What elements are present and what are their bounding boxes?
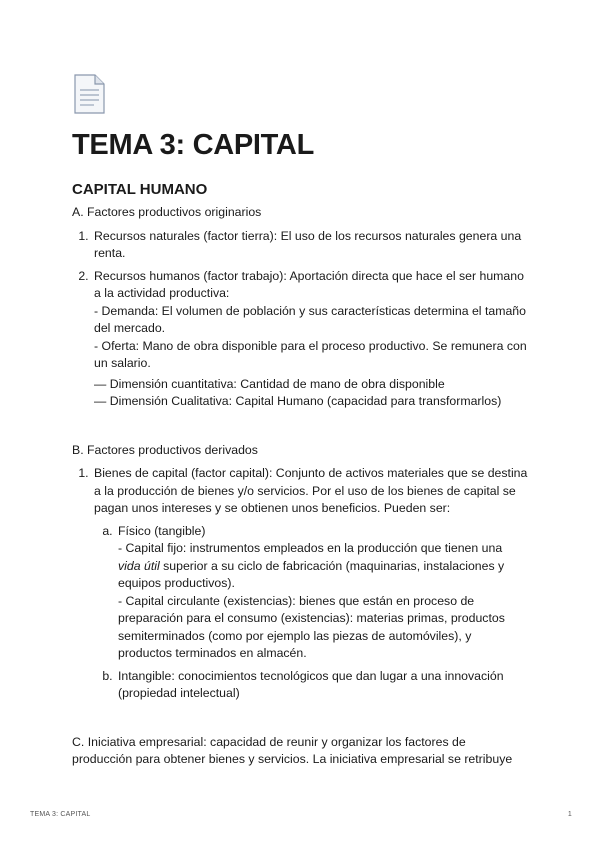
- vida-util-emphasis: vida útil: [118, 558, 160, 573]
- page-number: 1: [567, 811, 572, 818]
- list-item: [116, 523, 528, 663]
- page-footer: [30, 811, 572, 818]
- list-item: [116, 668, 528, 703]
- footer-title: TEMA 3: CAPITAL: [30, 811, 91, 818]
- fisico-label: Físico (tangible): [118, 523, 206, 538]
- list-item-text: Recursos humanos (factor trabajo): Aportación directa que hace el ser humano a la actividad productiva:: [94, 268, 524, 300]
- section-a-list: [72, 228, 528, 411]
- capital-fijo-post: superior a su ciclo de fabricación (maquinarias, instalaciones y equipos productivos).: [118, 558, 505, 590]
- list-item: [92, 228, 528, 263]
- demanda-text: - Demanda: El volumen de población y sus características determina el tamaño del mercado.: [94, 303, 526, 335]
- dimension-cualitativa: — Dimensión Cualitativa: Capital Humano (capacidad para transformarlos): [94, 394, 502, 408]
- capital-fijo-text: [118, 540, 528, 593]
- list-item: [92, 465, 528, 703]
- intangible-text: Intangible: conocimientos tecnológicos que dan lugar a una innovación (propiedad intelectual): [118, 668, 504, 700]
- oferta-text: - Oferta: Mano de obra disponible para el proceso productivo. Se remunera con un salario.: [94, 338, 527, 370]
- section-b-label: B. Factores productivos derivados: [72, 442, 258, 457]
- list-item: [92, 268, 528, 411]
- capital-types-list: [94, 523, 528, 703]
- dimension-cuantitativa: — Dimensión cuantitativa: Cantidad de mano de obra disponible: [94, 376, 445, 391]
- capital-circulante-text: - Capital circulante (existencias): bienes que están en proceso de preparación para el consumo (existencias): materias primas, productos semiterminados (como por ejemplo las piezas de automóviles), y productos terminados en almacén.: [118, 593, 505, 660]
- capital-fijo-pre: - Capital fijo: instrumentos empleados en la producción que tienen una: [118, 541, 503, 555]
- section-heading: CAPITAL HUMANO: [72, 181, 208, 198]
- section-b-list: [72, 465, 528, 703]
- list-item-text: Recursos naturales (factor tierra): El uso de los recursos naturales genera una renta.: [94, 228, 522, 260]
- list-item-text: Bienes de capital (factor capital): Conjunto de activos materiales que se destina a la producción de bienes y/o servicios. Por el uso de los bienes de capital se pagan unos intereses y se obtienen unos beneficios. Pueden ser:: [94, 466, 528, 515]
- page-title: TEMA 3: CAPITAL: [72, 129, 314, 161]
- section-c-text: C. Iniciativa empresarial: capacidad de reunir y organizar los factores de producción para obtener bienes y servicios. La iniciativa empresarial se retribuye: [72, 734, 513, 766]
- section-a-label: A. Factores productivos originarios: [72, 205, 262, 219]
- document-icon: [72, 74, 106, 114]
- document-page: [72, 74, 528, 769]
